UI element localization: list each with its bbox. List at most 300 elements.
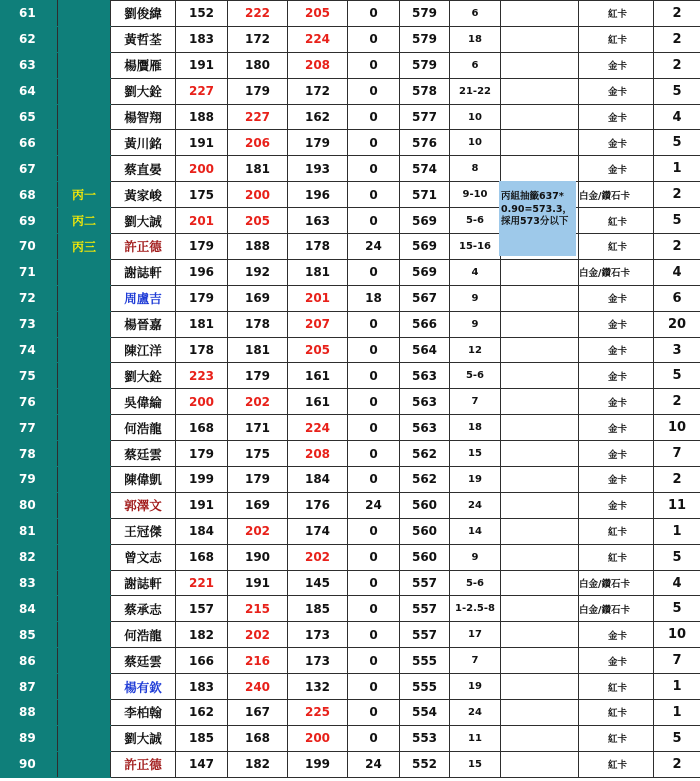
- group-cell: [58, 415, 111, 441]
- game1-score-cell: 179: [176, 441, 228, 467]
- lane-ref-cell: 5-6: [450, 208, 501, 234]
- table-row: [1, 648, 700, 674]
- card-type-cell: 紅卡: [579, 700, 654, 726]
- lane-ref-cell: 14: [450, 518, 501, 544]
- handicap-cell: 18: [348, 285, 400, 311]
- card-type-cell: 金卡: [579, 389, 654, 415]
- rank-cell: 66: [1, 130, 58, 156]
- count-cell: 2: [654, 182, 700, 208]
- total-score-cell: 578: [400, 78, 450, 104]
- group-cell: [58, 700, 111, 726]
- game2-score-cell: 171: [228, 415, 288, 441]
- handicap-cell: 24: [348, 234, 400, 260]
- rank-cell: 80: [1, 492, 58, 518]
- count-cell: 1: [654, 156, 700, 182]
- table-row: [1, 130, 700, 156]
- group-cell: [58, 78, 111, 104]
- table-row: [1, 78, 700, 104]
- note-cell: [501, 52, 579, 78]
- total-score-cell: 564: [400, 337, 450, 363]
- count-cell: 7: [654, 441, 700, 467]
- game1-score-cell: 166: [176, 648, 228, 674]
- rank-cell: 85: [1, 622, 58, 648]
- handicap-cell: 0: [348, 130, 400, 156]
- total-score-cell: 554: [400, 700, 450, 726]
- note-cell: [501, 389, 579, 415]
- game3-score-cell: 176: [288, 492, 348, 518]
- total-score-cell: 569: [400, 208, 450, 234]
- handicap-cell: 0: [348, 518, 400, 544]
- total-score-cell: 555: [400, 674, 450, 700]
- note-cell: [501, 104, 579, 130]
- card-type-cell: 金卡: [579, 104, 654, 130]
- total-score-cell: 569: [400, 234, 450, 260]
- total-score-cell: 562: [400, 441, 450, 467]
- lane-ref-cell: 12: [450, 337, 501, 363]
- count-cell: 5: [654, 78, 700, 104]
- table-row: [1, 389, 700, 415]
- game3-score-cell: 172: [288, 78, 348, 104]
- lane-ref-cell: 15: [450, 441, 501, 467]
- group-cell: [58, 648, 111, 674]
- game3-score-cell: 161: [288, 389, 348, 415]
- lane-ref-cell: 1-2.5-8: [450, 596, 501, 622]
- total-score-cell: 579: [400, 1, 450, 27]
- game3-score-cell: 205: [288, 1, 348, 27]
- group-cell: [58, 492, 111, 518]
- game1-score-cell: 191: [176, 52, 228, 78]
- card-type-cell: 金卡: [579, 130, 654, 156]
- game1-score-cell: 147: [176, 751, 228, 777]
- card-type-cell: 紅卡: [579, 751, 654, 777]
- player-name-cell: 蔡廷雲: [111, 441, 176, 467]
- card-type-cell: 金卡: [579, 311, 654, 337]
- table-row: [1, 234, 700, 260]
- group-cell: [58, 570, 111, 596]
- total-score-cell: 560: [400, 544, 450, 570]
- rank-cell: 61: [1, 1, 58, 27]
- player-name-cell: 吳偉綸: [111, 389, 176, 415]
- game3-score-cell: 202: [288, 544, 348, 570]
- group-cell: [58, 674, 111, 700]
- table-row: [1, 518, 700, 544]
- group-cell: [58, 596, 111, 622]
- handicap-cell: 0: [348, 467, 400, 493]
- table-row: [1, 622, 700, 648]
- handicap-cell: 0: [348, 596, 400, 622]
- note-cell: [501, 130, 579, 156]
- table-row: [1, 52, 700, 78]
- card-type-cell: 金卡: [579, 467, 654, 493]
- handicap-cell: 0: [348, 311, 400, 337]
- handicap-cell: 0: [348, 389, 400, 415]
- player-name-cell: 楊晉嘉: [111, 311, 176, 337]
- player-name-cell: 劉俊緯: [111, 1, 176, 27]
- player-name-cell: 周盧吉: [111, 285, 176, 311]
- total-score-cell: 579: [400, 26, 450, 52]
- note-cell: [501, 363, 579, 389]
- game1-score-cell: 157: [176, 596, 228, 622]
- group-cell: [58, 725, 111, 751]
- game1-score-cell: 152: [176, 1, 228, 27]
- total-score-cell: 557: [400, 622, 450, 648]
- game1-score-cell: 183: [176, 674, 228, 700]
- player-name-cell: 何浩龍: [111, 622, 176, 648]
- rank-cell: 86: [1, 648, 58, 674]
- note-cell: [501, 285, 579, 311]
- game1-score-cell: 168: [176, 415, 228, 441]
- note-cell: [501, 441, 579, 467]
- group-cell: [58, 337, 111, 363]
- game3-score-cell: 145: [288, 570, 348, 596]
- group-cell: [58, 389, 111, 415]
- lane-ref-cell: 7: [450, 389, 501, 415]
- player-name-cell: 蔡直晏: [111, 156, 176, 182]
- game2-score-cell: 188: [228, 234, 288, 260]
- game2-score-cell: 179: [228, 363, 288, 389]
- table-row: [1, 725, 700, 751]
- handicap-cell: 0: [348, 700, 400, 726]
- count-cell: 11: [654, 492, 700, 518]
- count-cell: 4: [654, 570, 700, 596]
- game2-score-cell: 202: [228, 518, 288, 544]
- game1-score-cell: 201: [176, 208, 228, 234]
- group-cell: [58, 363, 111, 389]
- card-type-cell: 金卡: [579, 648, 654, 674]
- handicap-cell: 0: [348, 674, 400, 700]
- game1-score-cell: 168: [176, 544, 228, 570]
- game2-score-cell: 202: [228, 622, 288, 648]
- card-type-cell: 紅卡: [579, 208, 654, 234]
- table-row: [1, 751, 700, 777]
- player-name-cell: 楊有欽: [111, 674, 176, 700]
- group-cell: [58, 467, 111, 493]
- lane-ref-cell: 8: [450, 156, 501, 182]
- group-cell: [58, 544, 111, 570]
- count-cell: 1: [654, 700, 700, 726]
- table-row: [1, 674, 700, 700]
- table-row: [1, 156, 700, 182]
- game1-score-cell: 179: [176, 285, 228, 311]
- player-name-cell: 楊智翔: [111, 104, 176, 130]
- rank-cell: 71: [1, 259, 58, 285]
- note-cell: [501, 337, 579, 363]
- game3-score-cell: 208: [288, 52, 348, 78]
- total-score-cell: 571: [400, 182, 450, 208]
- handicap-cell: 0: [348, 363, 400, 389]
- game2-score-cell: 240: [228, 674, 288, 700]
- handicap-cell: 0: [348, 415, 400, 441]
- rank-cell: 84: [1, 596, 58, 622]
- card-type-cell: 紅卡: [579, 234, 654, 260]
- rank-cell: 79: [1, 467, 58, 493]
- lane-ref-cell: 17: [450, 622, 501, 648]
- draw-note: 丙組抽籤637*0.90=573.3，採用573分以下: [499, 181, 576, 256]
- lane-ref-cell: 18: [450, 415, 501, 441]
- count-cell: 2: [654, 52, 700, 78]
- total-score-cell: 560: [400, 518, 450, 544]
- game3-score-cell: 178: [288, 234, 348, 260]
- rank-cell: 68: [1, 182, 58, 208]
- total-score-cell: 579: [400, 52, 450, 78]
- game3-score-cell: 224: [288, 26, 348, 52]
- game3-score-cell: 161: [288, 363, 348, 389]
- game2-score-cell: 190: [228, 544, 288, 570]
- lane-ref-cell: 10: [450, 130, 501, 156]
- table-row: [1, 259, 700, 285]
- game3-score-cell: 162: [288, 104, 348, 130]
- game2-score-cell: 180: [228, 52, 288, 78]
- lane-ref-cell: 15-16: [450, 234, 501, 260]
- count-cell: 10: [654, 622, 700, 648]
- handicap-cell: 0: [348, 52, 400, 78]
- count-cell: 2: [654, 234, 700, 260]
- player-name-cell: 何浩龍: [111, 415, 176, 441]
- game2-score-cell: 215: [228, 596, 288, 622]
- count-cell: 3: [654, 337, 700, 363]
- count-cell: 2: [654, 467, 700, 493]
- lane-ref-cell: 15: [450, 751, 501, 777]
- handicap-cell: 0: [348, 104, 400, 130]
- player-name-cell: 李柏翰: [111, 700, 176, 726]
- count-cell: 2: [654, 26, 700, 52]
- game2-score-cell: 181: [228, 156, 288, 182]
- note-cell: [501, 492, 579, 518]
- rank-cell: 72: [1, 285, 58, 311]
- game2-score-cell: 182: [228, 751, 288, 777]
- note-cell: [501, 700, 579, 726]
- total-score-cell: 569: [400, 259, 450, 285]
- player-name-cell: 劉大銓: [111, 363, 176, 389]
- count-cell: 4: [654, 259, 700, 285]
- note-cell: [501, 518, 579, 544]
- rank-cell: 67: [1, 156, 58, 182]
- count-cell: 5: [654, 725, 700, 751]
- game2-score-cell: 200: [228, 182, 288, 208]
- note-cell: [501, 622, 579, 648]
- total-score-cell: 574: [400, 156, 450, 182]
- count-cell: 10: [654, 415, 700, 441]
- table-row: [1, 208, 700, 234]
- count-cell: 5: [654, 130, 700, 156]
- lane-ref-cell: 5-6: [450, 570, 501, 596]
- table-row: [1, 441, 700, 467]
- lane-ref-cell: 4: [450, 259, 501, 285]
- lane-ref-cell: 5-6: [450, 363, 501, 389]
- game1-score-cell: 184: [176, 518, 228, 544]
- handicap-cell: 0: [348, 337, 400, 363]
- card-type-cell: 紅卡: [579, 1, 654, 27]
- group-cell: [58, 622, 111, 648]
- total-score-cell: 563: [400, 415, 450, 441]
- card-type-cell: 金卡: [579, 285, 654, 311]
- game1-score-cell: 191: [176, 130, 228, 156]
- rank-cell: 77: [1, 415, 58, 441]
- handicap-cell: 0: [348, 544, 400, 570]
- count-cell: 5: [654, 544, 700, 570]
- count-cell: 7: [654, 648, 700, 674]
- handicap-cell: 24: [348, 751, 400, 777]
- game2-score-cell: 168: [228, 725, 288, 751]
- game3-score-cell: 196: [288, 182, 348, 208]
- group-cell: 丙二: [58, 208, 111, 234]
- game2-score-cell: 192: [228, 259, 288, 285]
- game2-score-cell: 175: [228, 441, 288, 467]
- game1-score-cell: 200: [176, 156, 228, 182]
- note-cell: [501, 674, 579, 700]
- lane-ref-cell: 9: [450, 311, 501, 337]
- note-cell: [501, 467, 579, 493]
- player-name-cell: 謝誌軒: [111, 570, 176, 596]
- table-body: [1, 1, 700, 778]
- game3-score-cell: 173: [288, 648, 348, 674]
- lane-ref-cell: 9: [450, 544, 501, 570]
- handicap-cell: 0: [348, 725, 400, 751]
- game2-score-cell: 227: [228, 104, 288, 130]
- count-cell: 2: [654, 751, 700, 777]
- handicap-cell: 0: [348, 259, 400, 285]
- total-score-cell: 557: [400, 596, 450, 622]
- game2-score-cell: 191: [228, 570, 288, 596]
- player-name-cell: 劉大誠: [111, 725, 176, 751]
- table-row: [1, 337, 700, 363]
- rank-cell: 73: [1, 311, 58, 337]
- rank-cell: 69: [1, 208, 58, 234]
- table-row: [1, 104, 700, 130]
- total-score-cell: 560: [400, 492, 450, 518]
- player-name-cell: 謝誌軒: [111, 259, 176, 285]
- game3-score-cell: 181: [288, 259, 348, 285]
- lane-ref-cell: 10: [450, 104, 501, 130]
- game3-score-cell: 193: [288, 156, 348, 182]
- lane-ref-cell: 9: [450, 285, 501, 311]
- handicap-cell: 0: [348, 648, 400, 674]
- group-cell: 丙一: [58, 182, 111, 208]
- game2-score-cell: 206: [228, 130, 288, 156]
- player-name-cell: 王冠傑: [111, 518, 176, 544]
- note-cell: [501, 596, 579, 622]
- game1-score-cell: 178: [176, 337, 228, 363]
- card-type-cell: 紅卡: [579, 518, 654, 544]
- rank-cell: 90: [1, 751, 58, 777]
- table-row: [1, 415, 700, 441]
- note-cell: [501, 311, 579, 337]
- player-name-cell: 黃家峻: [111, 182, 176, 208]
- player-name-cell: 劉大銓: [111, 78, 176, 104]
- group-cell: [58, 441, 111, 467]
- game3-score-cell: 225: [288, 700, 348, 726]
- group-cell: [58, 285, 111, 311]
- count-cell: 20: [654, 311, 700, 337]
- lane-ref-cell: 11: [450, 725, 501, 751]
- handicap-cell: 0: [348, 26, 400, 52]
- card-type-cell: 金卡: [579, 441, 654, 467]
- player-name-cell: 劉大誠: [111, 208, 176, 234]
- card-type-cell: 紅卡: [579, 544, 654, 570]
- game1-score-cell: 196: [176, 259, 228, 285]
- group-cell: [58, 52, 111, 78]
- game3-score-cell: 185: [288, 596, 348, 622]
- game2-score-cell: 205: [228, 208, 288, 234]
- table-row: [1, 311, 700, 337]
- group-cell: [58, 1, 111, 27]
- count-cell: 4: [654, 104, 700, 130]
- note-cell: [501, 751, 579, 777]
- table-row: [1, 492, 700, 518]
- table-row: [1, 26, 700, 52]
- count-cell: 1: [654, 674, 700, 700]
- card-type-cell: 金卡: [579, 78, 654, 104]
- lane-ref-cell: 9-10: [450, 182, 501, 208]
- lane-ref-cell: 19: [450, 674, 501, 700]
- player-name-cell: 曾文志: [111, 544, 176, 570]
- game2-score-cell: 216: [228, 648, 288, 674]
- game2-score-cell: 169: [228, 492, 288, 518]
- count-cell: 1: [654, 518, 700, 544]
- handicap-cell: 0: [348, 208, 400, 234]
- rank-cell: 63: [1, 52, 58, 78]
- player-name-cell: 許正德: [111, 751, 176, 777]
- game1-score-cell: 162: [176, 700, 228, 726]
- rank-cell: 75: [1, 363, 58, 389]
- group-cell: [58, 751, 111, 777]
- rank-cell: 65: [1, 104, 58, 130]
- game3-score-cell: 163: [288, 208, 348, 234]
- game3-score-cell: 199: [288, 751, 348, 777]
- lane-ref-cell: 24: [450, 492, 501, 518]
- group-cell: [58, 259, 111, 285]
- game2-score-cell: 172: [228, 26, 288, 52]
- table-row: [1, 285, 700, 311]
- player-name-cell: 黃哲荃: [111, 26, 176, 52]
- lane-ref-cell: 6: [450, 1, 501, 27]
- card-type-cell: 紅卡: [579, 26, 654, 52]
- group-cell: [58, 26, 111, 52]
- card-type-cell: 白金/鑽石卡: [579, 570, 654, 596]
- game1-score-cell: 191: [176, 492, 228, 518]
- game1-score-cell: 185: [176, 725, 228, 751]
- game2-score-cell: 169: [228, 285, 288, 311]
- game3-score-cell: 224: [288, 415, 348, 441]
- game3-score-cell: 201: [288, 285, 348, 311]
- game1-score-cell: 188: [176, 104, 228, 130]
- rank-cell: 88: [1, 700, 58, 726]
- table-row: [1, 363, 700, 389]
- count-cell: 5: [654, 363, 700, 389]
- game1-score-cell: 182: [176, 622, 228, 648]
- handicap-cell: 0: [348, 441, 400, 467]
- rank-cell: 74: [1, 337, 58, 363]
- card-type-cell: 金卡: [579, 492, 654, 518]
- game3-score-cell: 200: [288, 725, 348, 751]
- count-cell: 2: [654, 1, 700, 27]
- game3-score-cell: 132: [288, 674, 348, 700]
- player-name-cell: 郭澤文: [111, 492, 176, 518]
- note-cell: [501, 259, 579, 285]
- game3-score-cell: 208: [288, 441, 348, 467]
- note-cell: [501, 78, 579, 104]
- player-name-cell: 陳偉凱: [111, 467, 176, 493]
- group-cell: [58, 518, 111, 544]
- player-name-cell: 許正德: [111, 234, 176, 260]
- note-cell: [501, 26, 579, 52]
- table-row: [1, 1, 700, 27]
- card-type-cell: 金卡: [579, 156, 654, 182]
- card-type-cell: 金卡: [579, 52, 654, 78]
- total-score-cell: 577: [400, 104, 450, 130]
- rank-cell: 83: [1, 570, 58, 596]
- rank-cell: 82: [1, 544, 58, 570]
